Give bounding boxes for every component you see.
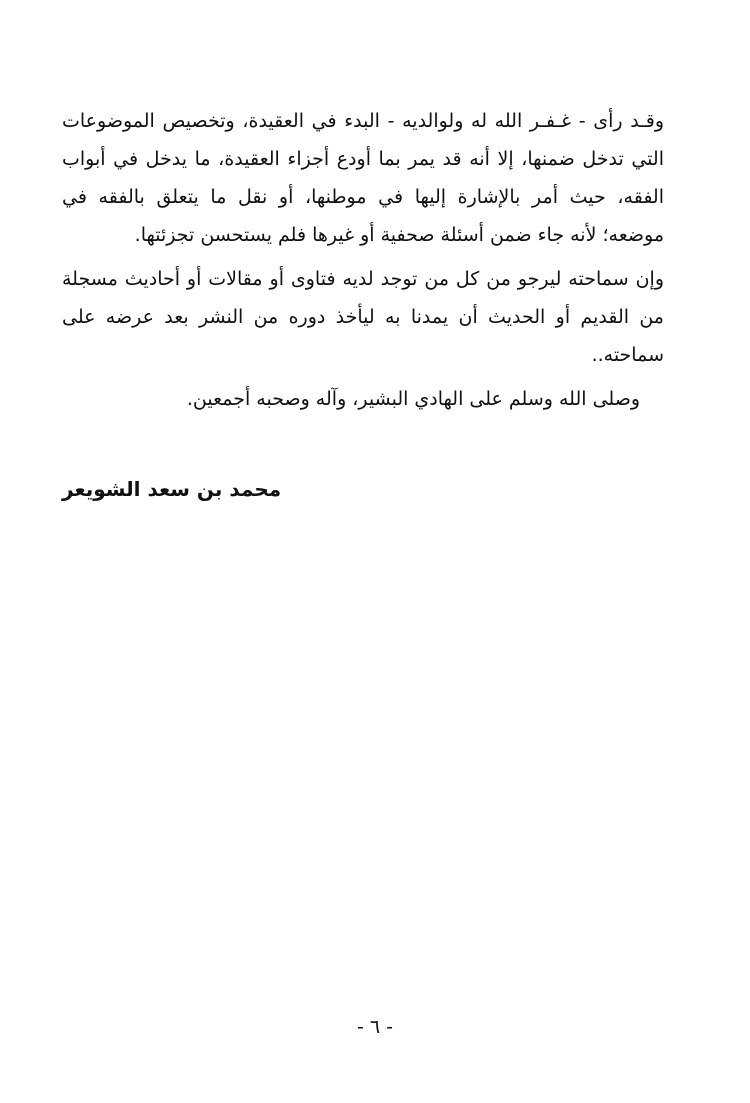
page-number: - ٦ - xyxy=(356,1016,394,1038)
paragraph-1: وقـد رأى - غـفـر الله له ولوالديه - البدء في العقيدة، وتخصيص الموضوعات التي تدخل ضمنها، إلا أنه قد يمر بما أودع أجزاء العقيدة، ما يدخل في أبواب الفقه، حيث أمر بالإشارة إليها في موطنها، أو نقل ما يتعلق بالفقه في موضعه؛ لأنه جاء ضمن أسئلة صحفية أو غيرها فلم يستحسن تجزئتها. xyxy=(62,110,664,246)
paragraph-2: وإن سماحته ليرجو من كل من توجد لديه فتاوى أو مقالات أو أحاديث مسجلة من القديم أو الحديث أن يمدنا به ليأخذ دوره من النشر بعد عرضه على سماحته.. xyxy=(62,268,664,366)
body-text xyxy=(62,102,664,418)
paragraph-3: وصلى الله وسلم على الهادي البشير، وآله وصحبه أجمعين. xyxy=(186,388,640,410)
author-signature: محمد بن سعد الشويعر xyxy=(62,477,282,501)
